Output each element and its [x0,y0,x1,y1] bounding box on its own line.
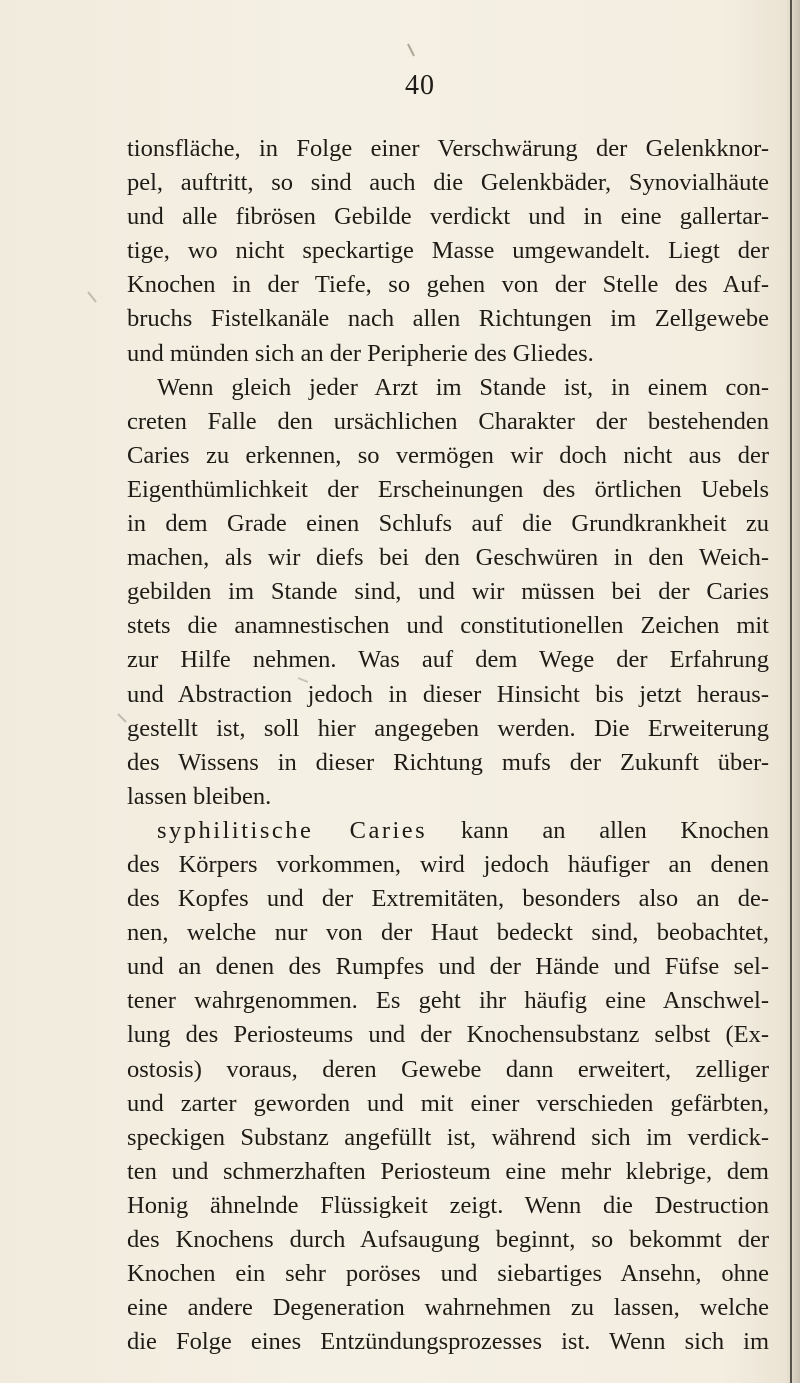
paragraph-start-line [127,814,769,848]
text-line: zur Hilfe nehmen. Was auf dem Wege der Erfahrung [127,646,769,674]
text-line: Knochen ein sehr poröses und siebartiges Ansehn, ohne [127,1260,769,1288]
text-line: Caries zu erkennen, so vermögen wir doch nicht aus der [127,441,769,469]
text-line: Knochen in der Tiefe, so gehen von der Stelle des Auf- [127,271,769,299]
page-number: 40 [405,70,435,101]
text-line: in dem Grade einen Schlufs auf die Grundkrankheit zu [127,510,769,538]
text-line: des Knochens durch Aufsaugung beginnt, so bekommt der [127,1226,769,1253]
emphasized-phrase: syphilitische Caries [157,816,428,844]
text-line: eine andere Degeneration wahrnehmen zu lassen, welche [127,1294,769,1322]
text-line: stets die anamnestischen und constitutionellen Zeichen mit [127,612,769,640]
text-line: tener wahrgenommen. Es geht ihr häufig eine Anschwel- [127,987,769,1015]
text-line: ostosis) voraus, deren Gewebe dann erweitert, zelliger [127,1055,769,1083]
text-line: und an denen des Rumpfes und der Hände und Füfse sel- [127,953,769,981]
text-line: bruchs Fistelkanäle nach allen Richtungen im Zellgewebe [127,305,769,333]
text-line: die Folge eines Entzündungsprozesses ist. Wenn sich im [127,1328,769,1356]
text-line: machen, als wir diefs bei den Geschwüren in den Weich- [127,544,769,572]
text-line: gebilden im Stande sind, und wir müssen bei der Caries [127,578,769,606]
text-line: lung des Periosteums und der Knochensubstanz selbst (Ex- [127,1021,769,1049]
text-line: tige, wo nicht speckartige Masse umgewandelt. Liegt der [127,237,769,265]
paragraph-end-line: und münden sich an der Peripherie des Gliedes. [127,339,594,367]
text-line: Honig ähnelnde Flüssigkeit zeigt. Wenn die Destruction [127,1191,769,1219]
text-line: und alle fibrösen Gebilde verdickt und in eine gallertar- [127,203,769,231]
body-text [127,132,769,1359]
text-line: ten und schmerzhaften Periosteum eine mehr klebrige, dem [127,1157,769,1185]
text-line: des Kopfes und der Extremitäten, besonders also an de- [127,885,769,913]
text-line: und Abstraction jedoch in dieser Hinsicht bis jetzt heraus- [127,680,769,708]
text-line: des Wissens in dieser Richtung mufs der Zukunft über- [127,748,769,776]
text-line: Eigenthümlichkeit der Erscheinungen des örtlichen Uebels [127,475,769,503]
text-line: gestellt ist, soll hier angegeben werden. Die Erweiterung [127,714,769,742]
text-line: und zarter geworden und mit einer verschieden gefärbten, [127,1089,769,1117]
text-line: nen, welche nur von der Haut bedeckt sind, beobachtet, [127,919,769,947]
paragraph-start-line: Wenn gleich jeder Arzt im Stande ist, in einem con- [157,373,769,401]
text-line: pel, auftritt, so sind auch die Gelenkbäder, Synovialhäute [127,169,769,197]
paragraph-end-line: lassen bleiben. [127,782,272,810]
text-line: des Körpers vorkommen, wird jedoch häufiger an denen [127,850,769,878]
text-line: speckigen Substanz angefüllt ist, während sich im verdick- [127,1123,769,1151]
line-remainder: kann an allen Knochen [427,816,769,844]
text-line: creten Falle den ursächlichen Charakter der bestehenden [127,407,769,435]
text-line: tionsfläche, in Folge einer Verschwärung der Gelenkknor- [127,135,769,162]
